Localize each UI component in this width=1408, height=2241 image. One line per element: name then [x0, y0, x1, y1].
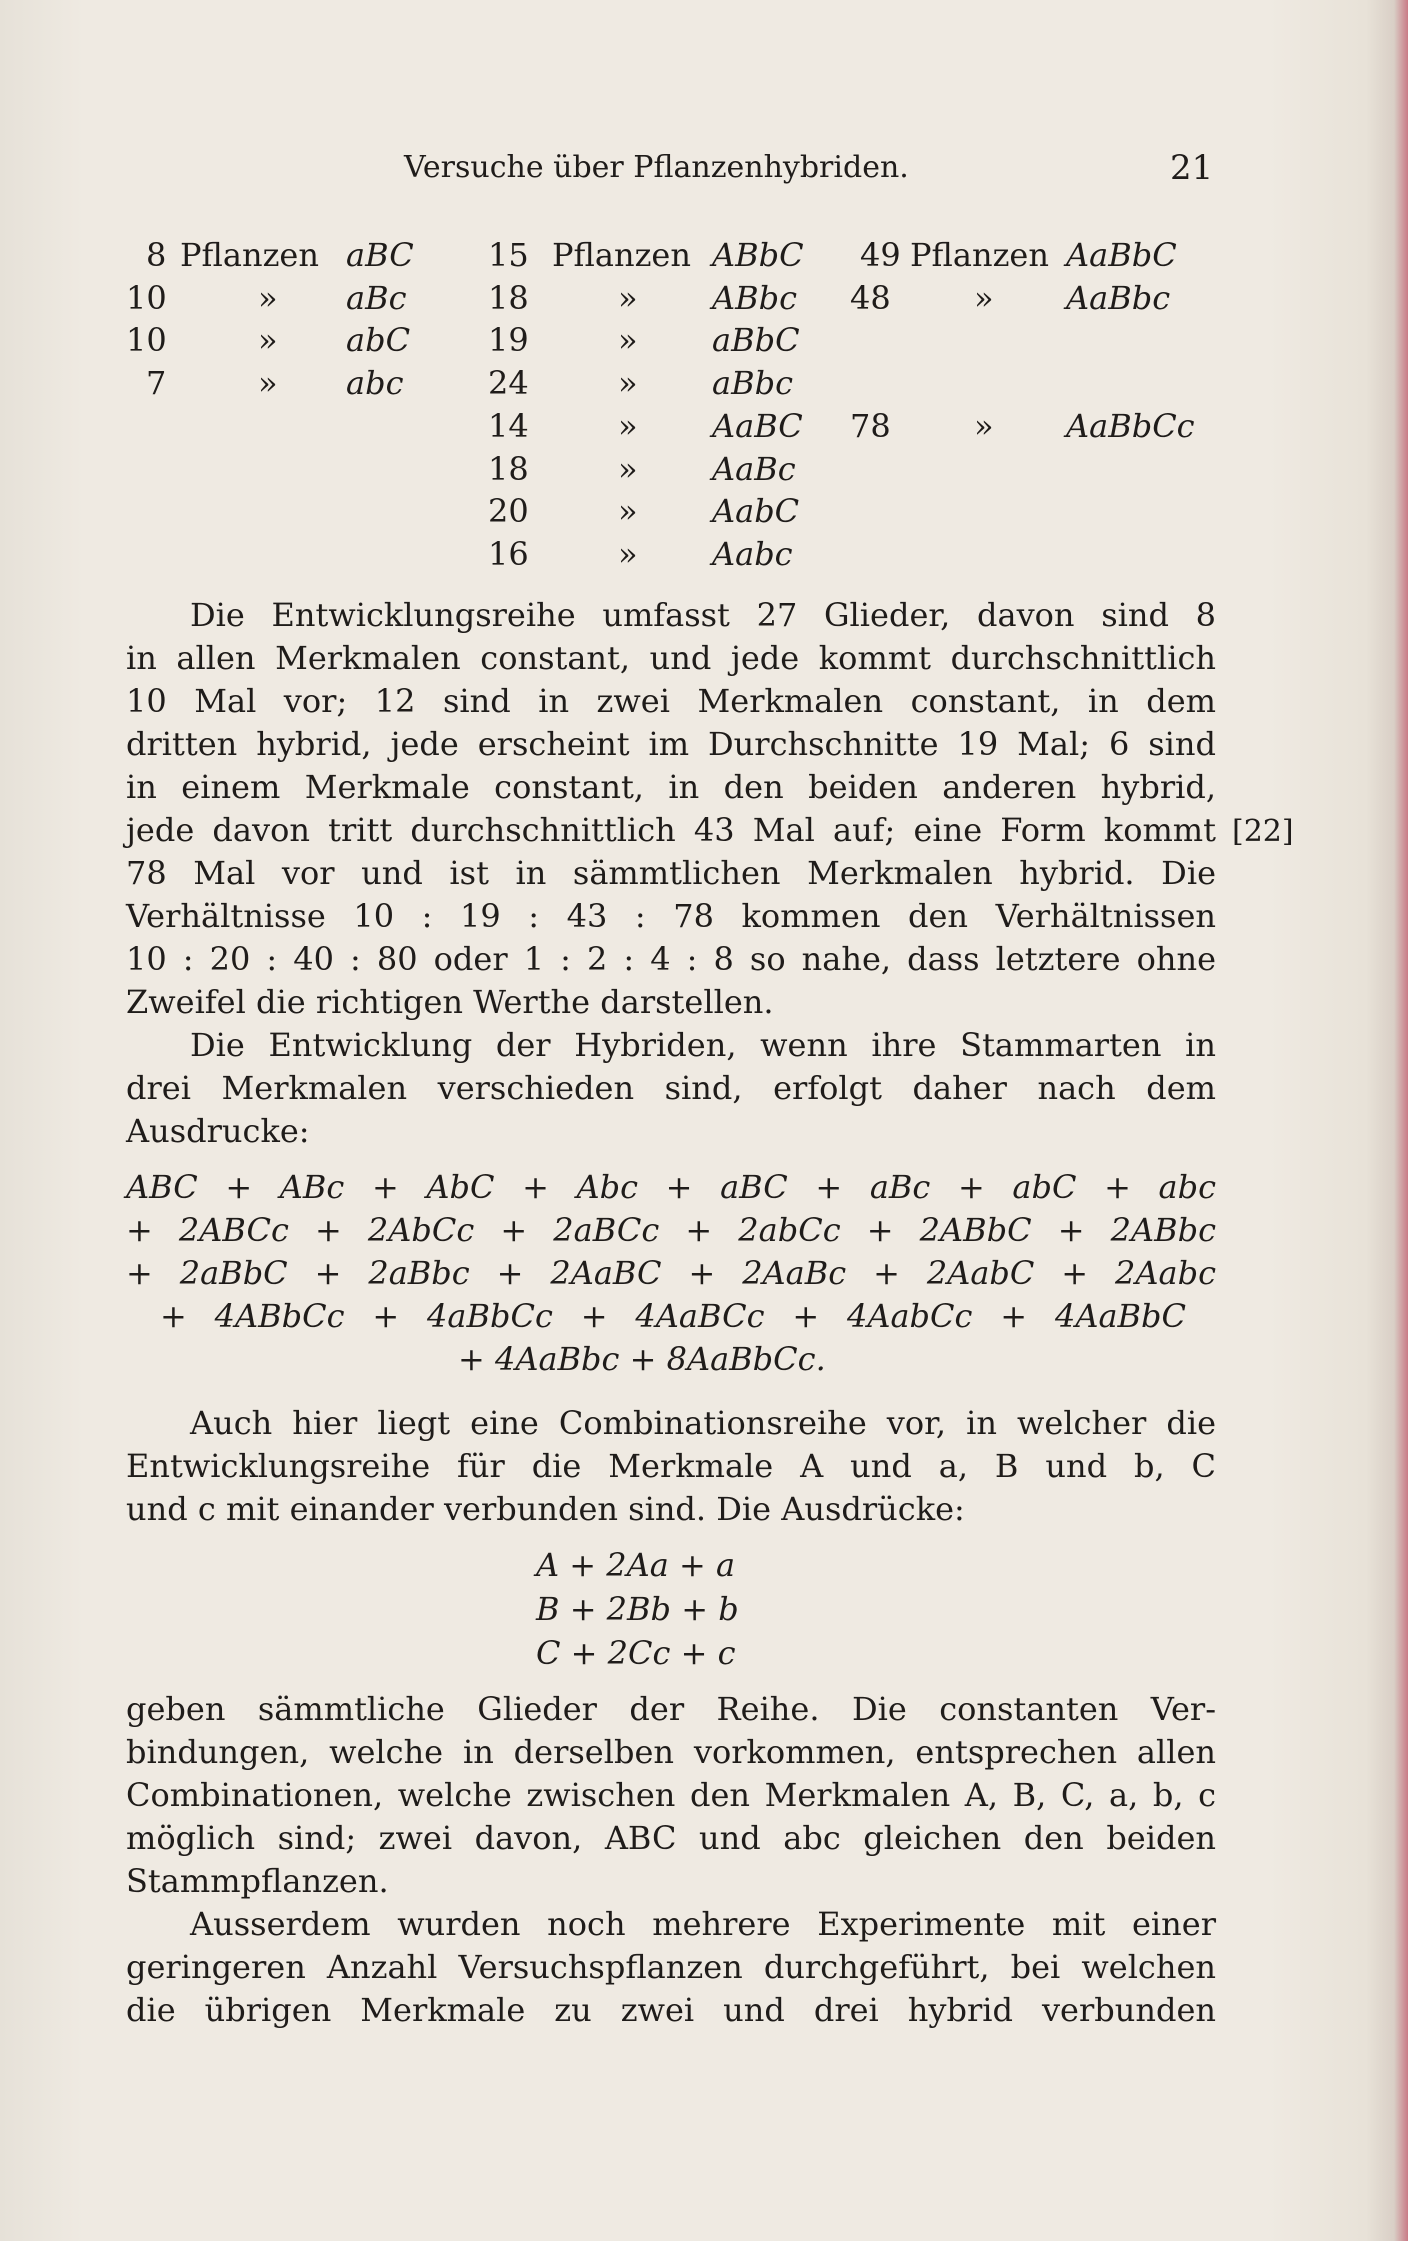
series-line: A + 2Aa + a [536, 1546, 736, 1584]
text-line: in allen Merkmalen constant, und jede kommt durchschnittlich [126, 639, 1216, 677]
count: 14 [488, 407, 529, 445]
ditto-mark: » [258, 279, 278, 317]
count: 49 [860, 236, 901, 274]
text-line: bindungen, welche in derselben vorkommen, entsprechen allen [126, 1733, 1216, 1771]
series-line: B + 2Bb + b [536, 1590, 739, 1628]
ditto-mark: » [974, 279, 994, 317]
genotype: abc [346, 364, 404, 402]
genotype: aBbc [712, 364, 793, 402]
ditto-mark: » [974, 407, 994, 445]
genotype: abC [346, 321, 411, 359]
genotype: ABbc [712, 279, 798, 317]
text-line: geringeren Anzahl Versuchspflanzen durchgeführt, bei welchen [126, 1948, 1216, 1986]
unit-label: Pflanzen [552, 236, 691, 274]
count: 10 [126, 321, 167, 359]
count: 24 [488, 364, 529, 402]
genotype: AabC [712, 492, 800, 530]
unit-label: Pflanzen [910, 236, 1049, 274]
text-line: Die Entwicklungsreihe umfasst 27 Glieder, davon sind 8 [190, 596, 1216, 634]
text-line: Auch hier liegt eine Combinationsreihe vor, in welcher die [190, 1404, 1216, 1442]
genotype: aBC [346, 236, 414, 274]
text-line: in einem Merkmale constant, in den beiden anderen hybrid, [126, 768, 1216, 806]
text-line: Entwicklungsreihe für die Merkmale A und a, B und b, C [126, 1447, 1216, 1485]
ditto-mark: » [618, 450, 638, 488]
genotype: AaBbCc [1066, 407, 1195, 445]
genotype: ABbC [712, 236, 804, 274]
text-line: 10 Mal vor; 12 sind in zwei Merkmalen constant, in dem [126, 682, 1216, 720]
count: 15 [488, 236, 529, 274]
genotype: aBc [346, 279, 407, 317]
count: 20 [488, 492, 529, 530]
ditto-mark: » [258, 321, 278, 359]
ditto-mark: » [618, 407, 638, 445]
formula-line: + 2aBbC + 2aBbc + 2AaBC + 2AaBc + 2AabC + 2Aabc [126, 1254, 1216, 1292]
genotype: AaBbC [1066, 236, 1177, 274]
formula-line: + 4ABbCc + 4aBbCc + 4AaBCc + 4AabCc + 4AaBbC [160, 1297, 1186, 1335]
count: 8 [146, 236, 167, 274]
genotype: aBbC [712, 321, 800, 359]
text-line: 78 Mal vor und ist in sämmtlichen Merkmalen hybrid. Die [126, 854, 1216, 892]
running-title: Versuche über Pflanzenhybriden. [404, 150, 909, 185]
count: 48 [850, 279, 891, 317]
text-line: Ausserdem wurden noch mehrere Experimente mit einer [190, 1905, 1216, 1943]
formula-line: + 4AaBbc + 8AaBbCc. [458, 1340, 826, 1378]
ditto-mark: » [618, 364, 638, 402]
genotype: AaBbc [1066, 279, 1171, 317]
text-line: Die Entwicklung der Hybriden, wenn ihre Stammarten in [190, 1026, 1216, 1064]
text-line: Combinationen, welche zwischen den Merkmalen A, B, C, a, b, c [126, 1776, 1216, 1814]
text-line: Stammpflanzen. [126, 1862, 389, 1900]
text-line: 10 : 20 : 40 : 80 oder 1 : 2 : 4 : 8 so nahe, dass letztere ohne [126, 940, 1216, 978]
ditto-mark: » [618, 492, 638, 530]
ditto-mark: » [258, 364, 278, 402]
text-line: Ausdrucke: [126, 1112, 310, 1150]
page-reference-note: [22] [1232, 814, 1294, 849]
ditto-mark: » [618, 321, 638, 359]
count: 16 [488, 535, 529, 573]
page-number: 21 [1170, 148, 1214, 188]
genotype: AaBc [712, 450, 796, 488]
count: 7 [146, 364, 167, 402]
count: 19 [488, 321, 529, 359]
count: 78 [850, 407, 891, 445]
formula-line: ABC + ABc + AbC + Abc + aBC + aBc + abC + abc [126, 1168, 1216, 1206]
text-line: drei Merkmalen verschieden sind, erfolgt daher nach dem [126, 1069, 1216, 1107]
unit-label: Pflanzen [180, 236, 319, 274]
text-line: die übrigen Merkmale zu zwei und drei hybrid verbunden [126, 1991, 1216, 2029]
ditto-mark: » [618, 535, 638, 573]
text-line: Zweifel die richtigen Werthe darstellen. [126, 983, 774, 1021]
ditto-mark: » [618, 279, 638, 317]
count: 10 [126, 279, 167, 317]
text-line: und c mit einander verbunden sind. Die Ausdrücke: [126, 1490, 965, 1528]
genotype: AaBC [712, 407, 803, 445]
count: 18 [488, 279, 529, 317]
text-line: jede davon tritt durchschnittlich 43 Mal auf; eine Form kommt [126, 811, 1216, 849]
genotype: Aabc [712, 535, 793, 573]
text-line: dritten hybrid, jede erscheint im Durchschnitte 19 Mal; 6 sind [126, 725, 1216, 763]
formula-line: + 2ABCc + 2AbCc + 2aBCc + 2abCc + 2ABbC + 2ABbc [126, 1211, 1216, 1249]
text-line: geben sämmtliche Glieder der Reihe. Die constanten Ver- [126, 1690, 1216, 1728]
count: 18 [488, 450, 529, 488]
text-line: möglich sind; zwei davon, ABC und abc gleichen den beiden [126, 1819, 1216, 1857]
text-line: Verhältnisse 10 : 19 : 43 : 78 kommen den Verhältnissen [126, 897, 1216, 935]
series-line: C + 2Cc + c [536, 1634, 736, 1672]
